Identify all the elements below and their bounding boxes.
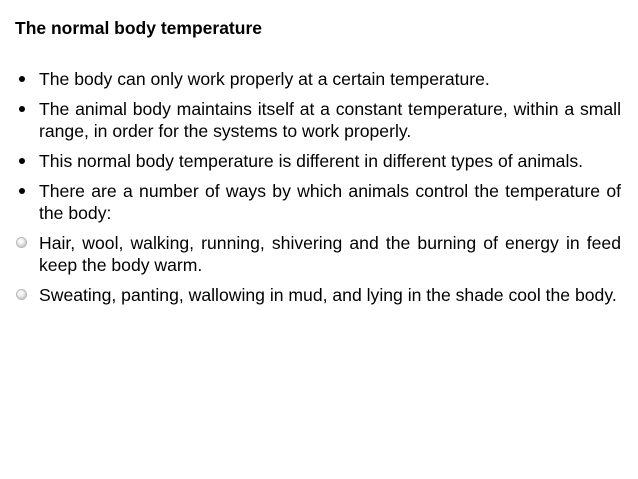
list-item bbox=[0, 68, 638, 90]
list-item-text: There are a number of ways by which animals control the temperature of the body: bbox=[39, 181, 621, 223]
list-item bbox=[0, 150, 638, 172]
list-item-text: This normal body temperature is different in different types of animals. bbox=[39, 151, 584, 171]
sub-list-item-text: Sweating, panting, wallowing in mud, and lying in the shade cool the body. bbox=[39, 285, 617, 305]
sub-list-item-text: Hair, wool, walking, running, shivering and the burning of energy in feed keep the body warm. bbox=[39, 233, 621, 275]
bullet-list bbox=[0, 68, 638, 314]
bullet-dot-icon bbox=[16, 180, 30, 202]
bullet-circle-icon bbox=[16, 284, 30, 306]
sub-list-item bbox=[0, 284, 638, 306]
bullet-circle-icon bbox=[16, 232, 30, 254]
bullet-dot-icon bbox=[16, 68, 30, 90]
list-item-text: The animal body maintains itself at a constant temperature, within a small range, in order for the systems to work properly. bbox=[39, 99, 621, 141]
sub-list-item bbox=[0, 232, 638, 276]
bullet-dot-icon bbox=[16, 150, 30, 172]
list-item-text: The body can only work properly at a certain temperature. bbox=[39, 69, 490, 89]
list-item bbox=[0, 180, 638, 224]
slide-title: The normal body temperature bbox=[15, 18, 262, 38]
bullet-dot-icon bbox=[16, 98, 30, 120]
list-item bbox=[0, 98, 638, 142]
